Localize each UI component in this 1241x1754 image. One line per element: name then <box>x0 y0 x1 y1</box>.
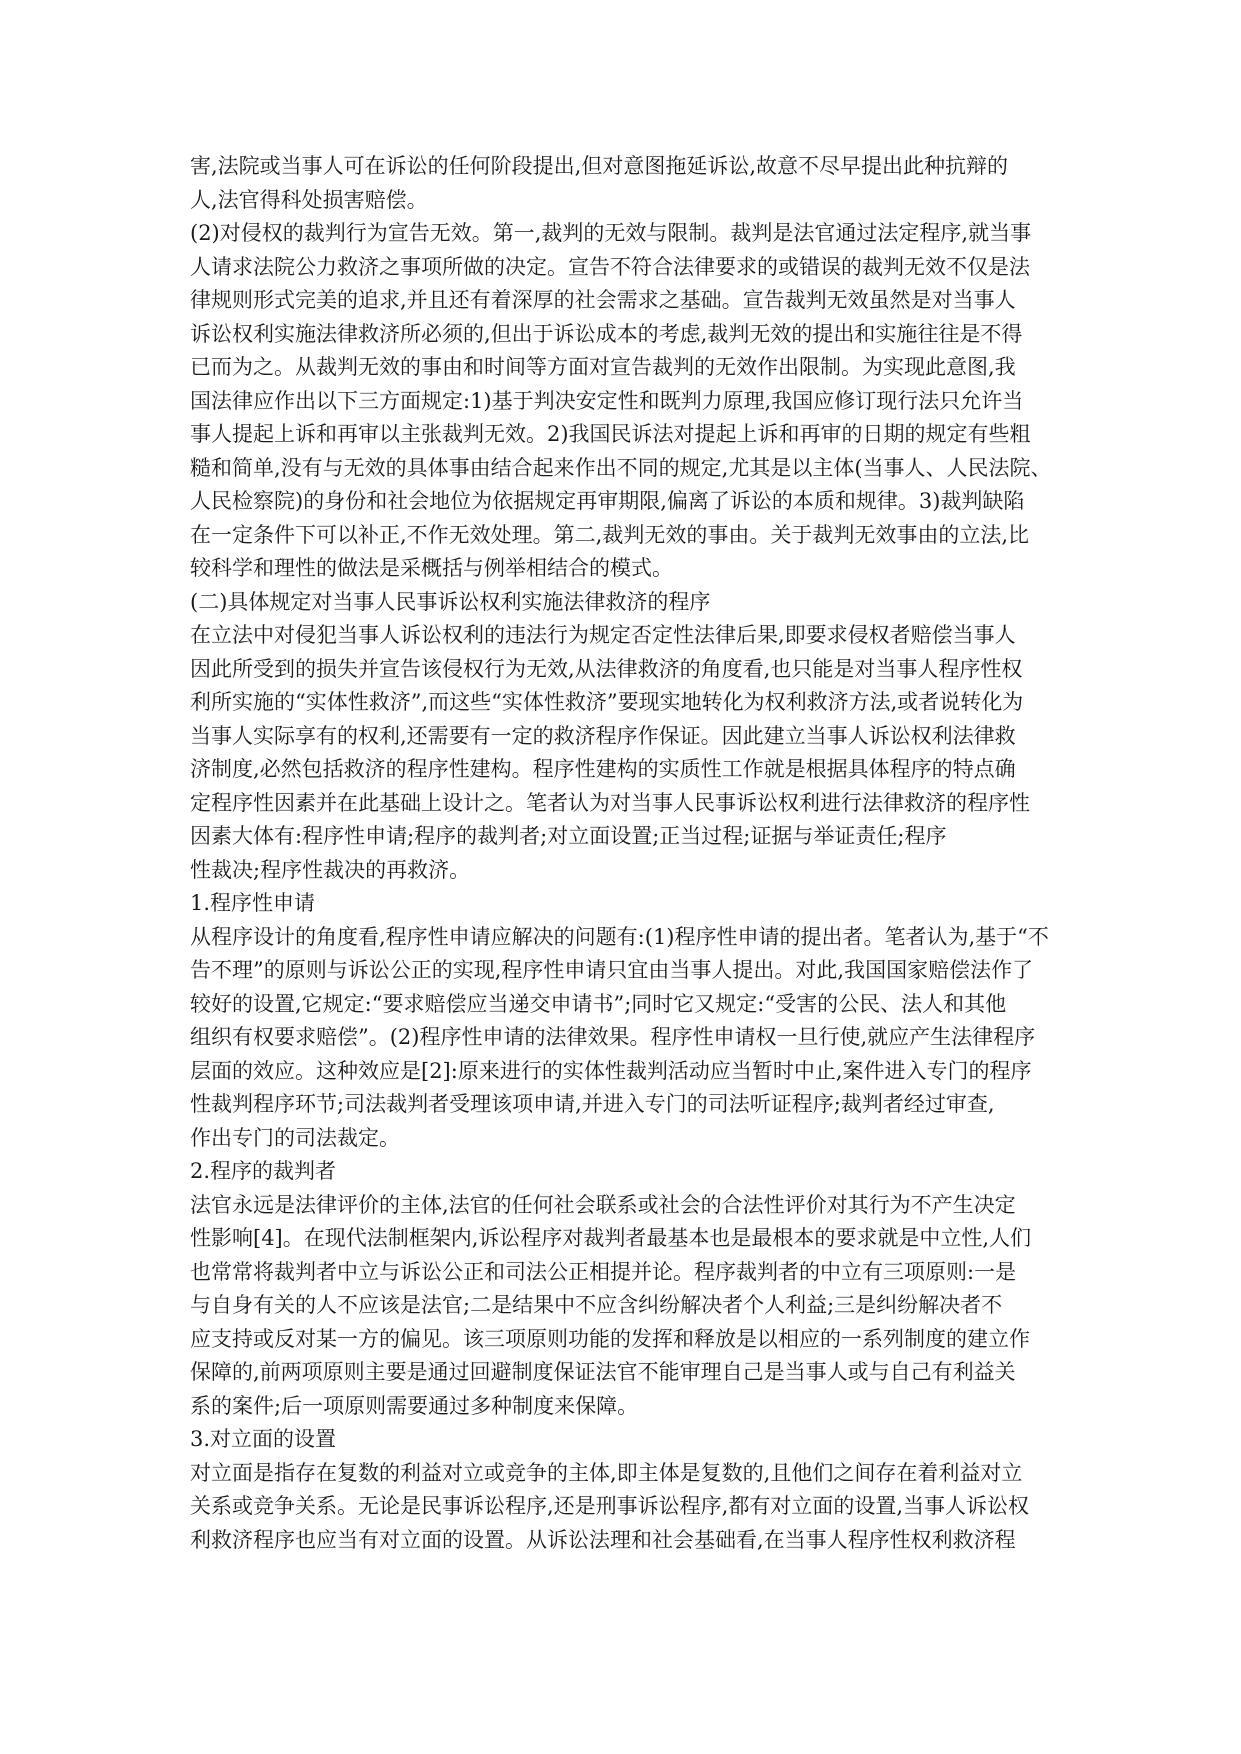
section-heading-procedure: (二)具体规定对当事人民事诉讼权利实施法律救济的程序 <box>190 589 711 614</box>
paragraph-procedural-judge: 法官永远是法律评价的主体,法官的任何社会联系或社会的合法性评价对其行为不产生决定 性影响[4]。在现代法制框架内,诉讼程序对裁判者最基本也是最根本的要求就是中立性,人们 也常常将裁判者中立与诉讼公正和司法公正相提并论。程序裁判者的中立有三项原则:一是 与自身有关的人不应该是法官;二是结果中不应含纠纷解决者个人利益;三是纠纷解决者不 应支持或反对某一方的偏见。该三项原则功能的发挥和释放是以相应的一系列制度的建立作 保障的,前两项原则主要是通过回避制度保证法官不能审理自己是当事人或与自己有利益关 系的案件;后一项原则需要通过多种制度来保障。 <box>190 1192 1032 1418</box>
paragraph-continuation: 害,法院或当事人可在诉讼的任何阶段提出,但对意图拖延诉讼,故意不尽早提出此种抗辩的 人,法官得科处损害赔偿。 <box>190 154 1009 212</box>
paragraph-opposing-parties: 对立面是指存在复数的利益对立或竞争的主体,即主体是复数的,且他们之间存在着利益对立 关系或竞争关系。无论是民事诉讼程序,还是刑事诉讼程序,都有对立面的设置,当事人诉讼权 利救济程序也应当有对立面的设置。从诉讼法理和社会基础看,在当事人程序性权利救济程 <box>190 1460 1030 1552</box>
subheading-procedural-application: 1.程序性申请 <box>190 891 316 915</box>
paragraph-procedure-intro: 在立法中对侵犯当事人诉讼权利的违法行为规定否定性法律后果,即要求侵权者赔偿当事人 因此所受到的损失并宣告该侵权行为无效,从法律救济的角度看,也只能是对当事人程序性权 利所实施的“实体性救济”,而这些“实体性救济”要现实地转化为权利救济方法,或者说转化为 当事人实际享有的权利,还需要有一定的救济程序作保证。因此建立当事人诉讼权利法律救 济制度,必然包括救济的程序性建构。程序性建构的实质性工作就是根据具体程序的特点确 定程序性因素并在此基础上设计之。笔者认为对当事人民事诉讼权利进行法律救济的程序性 因素大体有:程序性申请;程序的裁判者;对立面设置;正当过程;证据与举证责任;程序 性裁决;程序性裁决的再救济。 <box>190 623 1030 882</box>
subheading-opposing-parties: 3.对立面的设置 <box>190 1427 337 1451</box>
paragraph-procedural-application: 从程序设计的角度看,程序性申请应解决的问题有:(1)程序性申请的提出者。笔者认为,基于“不 告不理”的原则与诉讼公正的实现,程序性申请只宜由当事人提出。对此,我国国家赔偿法作了 较好的设置,它规定:“要求赔偿应当递交申请书”;同时它又规定:“受害的公民、法人和其他 组织有权要求赔偿”。(2)程序性申请的法律效果。程序性申请权一旦行使,就应产生法律程序 层面的效应。这种效应是[2]:原来进行的实体性裁判活动应当暂时中止,案件进入专门的程序 性裁判程序环节;司法裁判者受理该项申请,并进入专门的司法听证程序;裁判者经过审查, 作出专门的司法裁定。 <box>190 924 1049 1150</box>
paragraph-invalidation: (2)对侵权的裁判行为宣告无效。第一,裁判的无效与限制。裁判是法官通过法定程序,就当事 人请求法院公力救济之事项所做的决定。宣告不符合法律要求的或错误的裁判无效不仅是法 律规则形式完美的追求,并且还有着深厚的社会需求之基础。宣告裁判无效虽然是对当事人 诉讼权利实施法律救济所必须的,但出于诉讼成本的考虑,裁判无效的提出和实施往往是不得 已而为之。从裁判无效的事由和时间等方面对宣告裁判的无效作出限制。为实现此意图,我 国法律应作出以下三方面规定:1)基于判决安定性和既判力原理,我国应修订现行法只允许当 事人提起上诉和再审以主张裁判无效。2)我国民诉法对提起上诉和再审的日期的规定有些粗 糙和简单,没有与无效的具体事由结合起来作出不同的规定,尤其是以主体(当事人、人民法院、 人民检察院)的身份和社会地位为依据规定再审期限,偏离了诉讼的本质和规律。3)裁判缺陷 在一定条件下可以补正,不作无效处理。第二,裁判无效的事由。关于裁判无效事由的立法,比 较科学和理性的做法是采概括与例举相结合的模式。 <box>190 221 1052 580</box>
document-body <box>190 150 1052 1557</box>
subheading-procedural-judge: 2.程序的裁判者 <box>190 1159 337 1183</box>
